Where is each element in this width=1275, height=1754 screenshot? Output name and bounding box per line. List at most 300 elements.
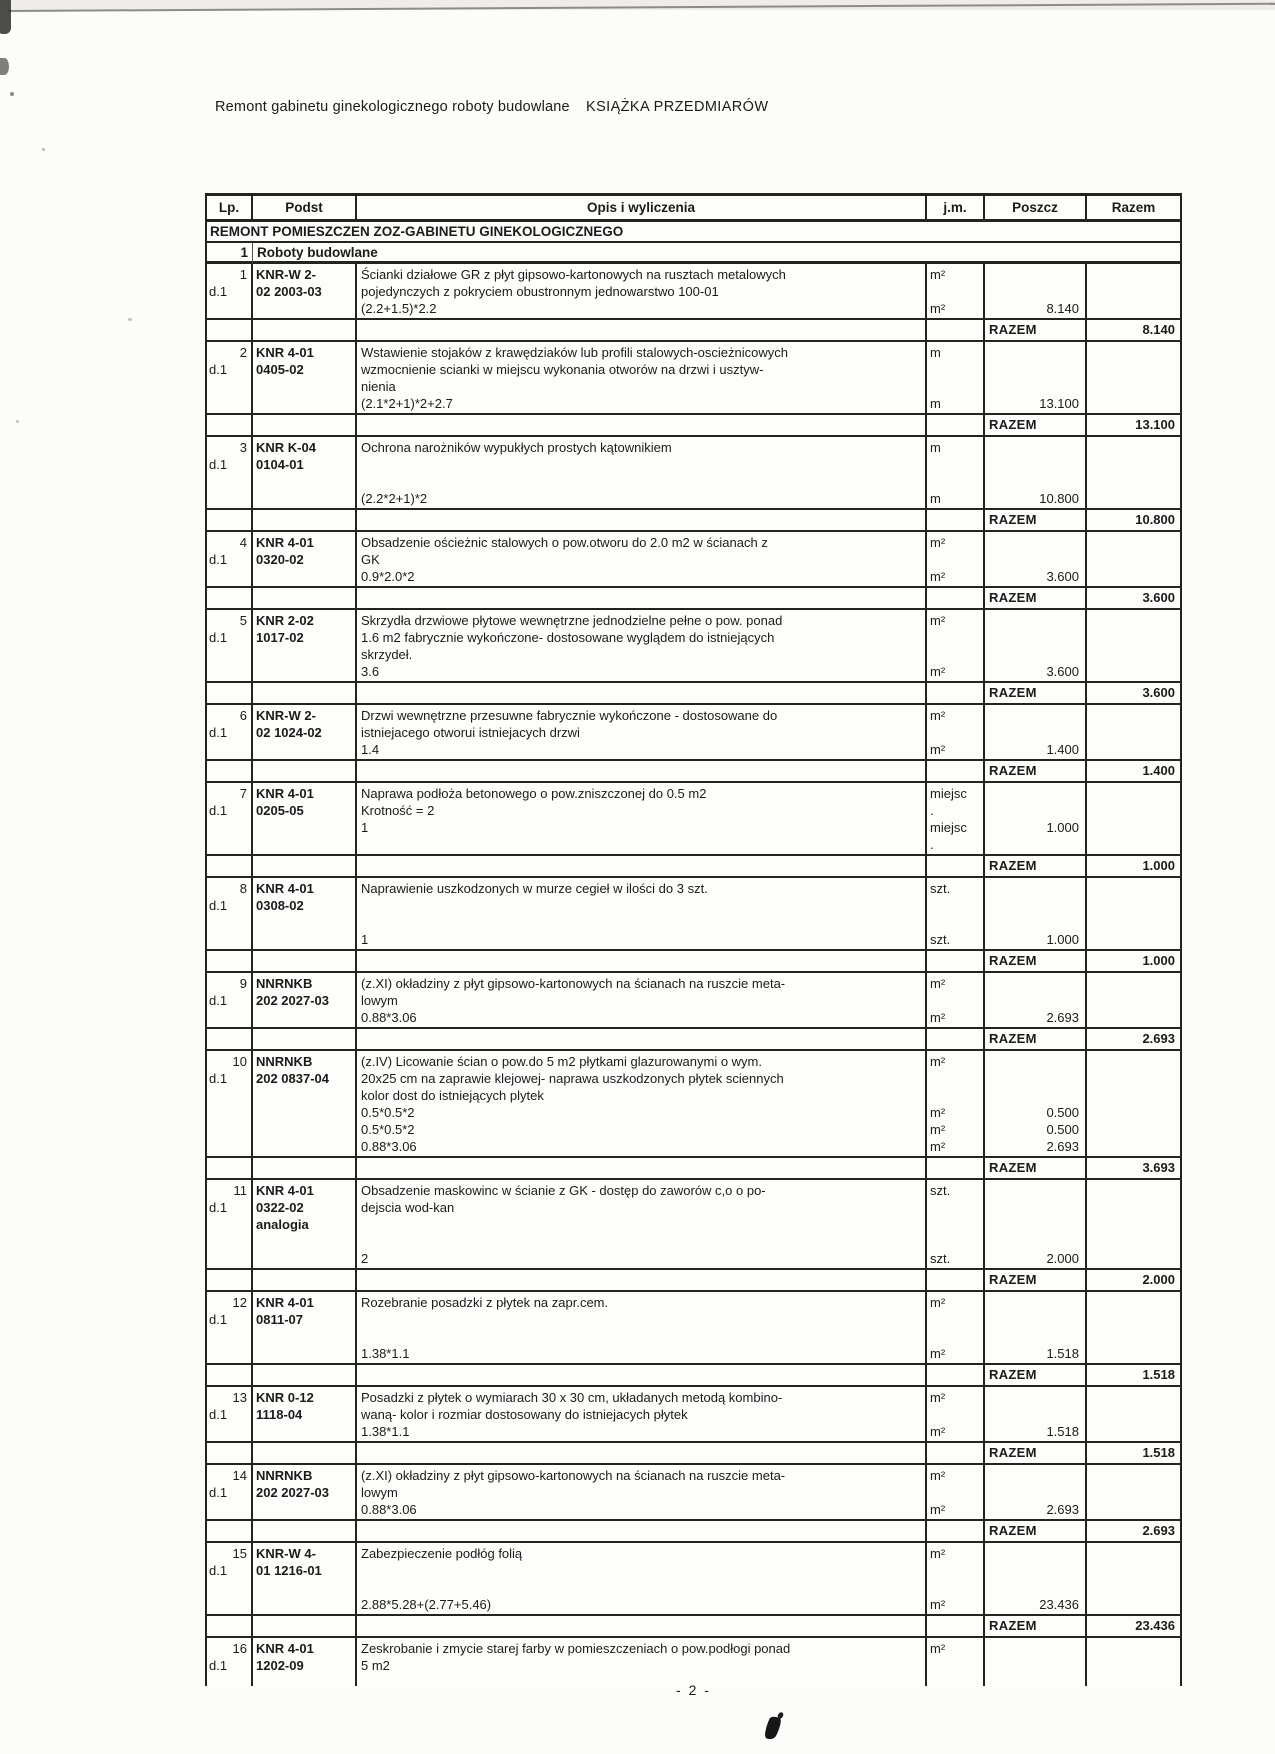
partial-value-line	[985, 1579, 1085, 1596]
partial-value-line: 2.693	[1046, 1139, 1079, 1154]
partial-value-line	[985, 439, 1085, 456]
table-row	[207, 437, 1180, 510]
unit-line: m²	[930, 1346, 946, 1361]
razem-cell-empty	[927, 415, 985, 435]
razem-cell-empty	[207, 1616, 253, 1636]
basis-code-line: KNR 0-12	[256, 1390, 314, 1405]
cell-jm	[927, 878, 985, 949]
basis-code-line: 0205-05	[256, 803, 304, 818]
cell-razem	[1087, 783, 1180, 854]
cell-podst	[253, 878, 357, 949]
cell-opis	[357, 783, 927, 854]
scan-speck	[10, 92, 14, 96]
cell-opis	[357, 437, 927, 508]
column-header-poszcz: Poszcz	[985, 196, 1087, 219]
cell-opis	[357, 1387, 927, 1441]
cell-opis	[357, 705, 927, 759]
razem-total: 2.693	[1142, 1031, 1175, 1046]
cell-poszcz	[985, 532, 1087, 586]
cell-jm	[927, 1387, 985, 1441]
table-row	[207, 1180, 1180, 1270]
cell-podst	[253, 973, 357, 1027]
cell-razem	[1087, 264, 1180, 318]
unit-line: m²	[930, 976, 946, 991]
razem-cell-empty	[207, 415, 253, 435]
razem-cell-empty	[357, 1158, 927, 1178]
unit-line	[927, 473, 983, 490]
scan-corner-mark	[0, 0, 11, 34]
cell-razem	[1087, 532, 1180, 586]
description-line	[357, 897, 925, 914]
description-line: 2	[361, 1251, 369, 1266]
document-header	[0, 99, 1275, 119]
item-dref: d.1	[209, 1312, 228, 1327]
cell-podst	[253, 1543, 357, 1614]
razem-row	[207, 1158, 1180, 1180]
description-line: Ochrona narożników wypukłych prostych kątownikiem	[361, 440, 672, 455]
razem-cell-empty	[357, 1365, 927, 1385]
description-line: 0.5*0.5*2	[361, 1122, 415, 1137]
razem-total: 1.518	[1142, 1445, 1175, 1460]
unit-line: m²	[930, 535, 946, 550]
cell-opis	[357, 264, 927, 318]
unit-line	[927, 283, 983, 300]
basis-code-line: 0322-02	[256, 1200, 304, 1215]
cell-poszcz	[985, 1180, 1087, 1268]
cell-lp	[207, 1638, 253, 1686]
description-line: Drzwi wewnętrzne przesuwne fabrycznie wykończone - dostosowane do	[361, 708, 778, 723]
unit-line	[927, 551, 983, 568]
table-row	[207, 1465, 1180, 1521]
unit-line	[927, 1484, 983, 1501]
cell-podst	[253, 783, 357, 854]
partial-value-line	[985, 646, 1085, 663]
cell-opis	[357, 1543, 927, 1614]
cell-razem	[1087, 1387, 1180, 1441]
cell-opis	[357, 1180, 927, 1268]
description-line: 0.9*2.0*2	[361, 569, 415, 584]
cell-jm	[927, 1638, 985, 1686]
cell-podst	[253, 1292, 357, 1363]
basis-code-line: KNR-W 2-	[256, 708, 316, 723]
razem-cell-empty	[357, 1029, 927, 1049]
razem-label: RAZEM	[985, 1270, 1087, 1290]
basis-code-line: KNR-W 2-	[256, 267, 316, 282]
cell-lp	[207, 1465, 253, 1519]
cell-lp	[207, 705, 253, 759]
partial-value-line: 1.400	[1046, 742, 1079, 757]
cell-podst	[253, 610, 357, 681]
razem-cell-empty	[253, 1521, 357, 1541]
table-header-row	[207, 196, 1180, 222]
razem-label: RAZEM	[985, 1443, 1087, 1463]
basis-code-line: NNRNKB	[256, 976, 313, 991]
unit-line: szt.	[930, 881, 951, 896]
partial-value-line	[985, 1216, 1085, 1233]
description-line	[357, 914, 925, 931]
item-dref: d.1	[209, 284, 228, 299]
description-line: (z.IV) Licowanie ścian o pow.do 5 m2 płytkami glazurowanymi o wym.	[361, 1054, 762, 1069]
basis-code-line: 02 2003-03	[256, 284, 322, 299]
razem-cell-empty	[253, 761, 357, 781]
item-number: 8	[239, 881, 247, 896]
partial-value-line	[985, 1562, 1085, 1579]
razem-cell-empty	[253, 1365, 357, 1385]
item-dref: d.1	[209, 1563, 228, 1578]
basis-code-line: 1017-02	[256, 630, 304, 645]
description-line: Wstawienie stojaków z krawędziaków lub profili stalowych-oscieżnicowych	[361, 345, 788, 360]
partial-value-line: 10.800	[1039, 491, 1079, 506]
partial-value-line	[985, 629, 1085, 646]
description-line: Obsadzenie maskowinc w ścianie z GK - dostęp do zaworów c,o o po-	[361, 1183, 766, 1198]
table-row	[207, 1051, 1180, 1158]
basis-code-line: KNR 4-01	[256, 1641, 314, 1656]
partial-value-line: 1.000	[1046, 932, 1079, 947]
partial-value-line	[985, 473, 1085, 490]
item-number: 16	[232, 1641, 247, 1656]
razem-row	[207, 510, 1180, 532]
razem-label: RAZEM	[985, 588, 1087, 608]
partial-value-line: 0.500	[1046, 1105, 1079, 1120]
razem-total: 13.100	[1135, 417, 1175, 432]
description-line: (2.1*2+1)*2+2.7	[361, 396, 453, 411]
group-title: Roboty budowlane	[257, 245, 378, 260]
cell-opis	[357, 532, 927, 586]
cell-lp	[207, 264, 253, 318]
cell-podst	[253, 342, 357, 413]
razem-cell-empty	[927, 588, 985, 608]
razem-total: 2.693	[1142, 1523, 1175, 1538]
razem-cell-empty	[927, 1365, 985, 1385]
partial-value-line	[985, 992, 1085, 1009]
scan-edge-blob	[0, 58, 9, 75]
razem-label: RAZEM	[985, 761, 1087, 781]
razem-cell-empty	[927, 761, 985, 781]
table-row	[207, 783, 1180, 856]
basis-code-line: 1118-04	[256, 1407, 303, 1422]
razem-cell-empty	[927, 1443, 985, 1463]
item-number: 10	[232, 1054, 247, 1069]
item-dref: d.1	[209, 1658, 228, 1673]
razem-cell-empty	[927, 1029, 985, 1049]
item-dref: d.1	[209, 993, 228, 1008]
partial-value-line: 8.140	[1046, 301, 1079, 316]
description-line: lowym	[361, 993, 398, 1008]
description-line: 3.6	[361, 664, 380, 679]
table-row	[207, 532, 1180, 588]
partial-value-line: 23.436	[1039, 1597, 1079, 1612]
item-number: 6	[239, 708, 247, 723]
unit-line: szt.	[930, 932, 951, 947]
cell-razem	[1087, 437, 1180, 508]
column-header-jm: j.m.	[927, 196, 985, 219]
partial-value-line	[985, 1087, 1085, 1104]
razem-cell-empty	[253, 510, 357, 530]
cell-opis	[357, 1465, 927, 1519]
description-line: Krotność = 2	[361, 803, 435, 818]
cell-jm	[927, 1465, 985, 1519]
cell-lp	[207, 1051, 253, 1156]
unit-line	[927, 1406, 983, 1423]
description-line: waną- kolor i rozmiar dostosowany do istniejacych płytek	[361, 1407, 688, 1422]
razem-cell-empty	[927, 510, 985, 530]
razem-cell-empty	[253, 1158, 357, 1178]
cell-poszcz	[985, 1387, 1087, 1441]
basis-code-line: KNR-W 4-	[256, 1546, 316, 1561]
cell-opis	[357, 1051, 927, 1156]
document-subtitle: KSIĄŻKA PRZEDMIARÓW	[586, 99, 769, 115]
razem-cell-empty	[357, 951, 927, 971]
basis-code-line: 1202-09	[256, 1658, 304, 1673]
unit-line	[927, 1579, 983, 1596]
unit-line	[927, 914, 983, 931]
description-line: dejscia wod-kan	[361, 1200, 455, 1215]
column-header-opis: Opis i wyliczenia	[357, 196, 927, 219]
cell-jm	[927, 783, 985, 854]
column-header-lp: Lp.	[207, 196, 253, 219]
cell-jm	[927, 973, 985, 1027]
description-line: Obsadzenie ościeżnic stalowych o pow.otworu do 2.0 m2 w ścianach z	[361, 535, 768, 550]
partial-value-line	[985, 785, 1085, 802]
description-line: 0.88*3.06	[361, 1010, 417, 1025]
cell-poszcz	[985, 1465, 1087, 1519]
scan-speck	[128, 318, 132, 321]
razem-label: RAZEM	[985, 1158, 1087, 1178]
razem-total: 1.000	[1142, 953, 1175, 968]
razem-cell-empty	[357, 856, 927, 876]
unit-line	[927, 1562, 983, 1579]
razem-row	[207, 1365, 1180, 1387]
cell-jm	[927, 342, 985, 413]
razem-total: 1.518	[1142, 1367, 1175, 1382]
cell-lp	[207, 1543, 253, 1614]
razem-cell-empty	[357, 1521, 927, 1541]
razem-cell-empty	[207, 1521, 253, 1541]
cell-razem	[1087, 1292, 1180, 1363]
unit-line: m	[930, 396, 941, 411]
partial-value-line	[985, 1070, 1085, 1087]
razem-total: 2.000	[1142, 1272, 1175, 1287]
table-body	[207, 264, 1180, 1686]
cell-razem	[1087, 705, 1180, 759]
basis-code-line: 0308-02	[256, 898, 304, 913]
unit-line: m²	[930, 1502, 946, 1517]
unit-line: m²	[930, 1105, 946, 1120]
cell-podst	[253, 1387, 357, 1441]
unit-line: m²	[930, 708, 946, 723]
cell-razem	[1087, 973, 1180, 1027]
partial-value-line	[985, 1484, 1085, 1501]
cell-podst	[253, 1180, 357, 1268]
razem-label: RAZEM	[985, 1365, 1087, 1385]
razem-label: RAZEM	[985, 683, 1087, 703]
razem-row	[207, 1029, 1180, 1051]
description-line: nienia	[361, 379, 396, 394]
razem-row	[207, 683, 1180, 705]
cell-podst	[253, 1465, 357, 1519]
partial-value-line	[985, 914, 1085, 931]
razem-cell-empty	[253, 683, 357, 703]
unit-line	[927, 724, 983, 741]
razem-cell-empty	[253, 951, 357, 971]
description-line: Zeskrobanie i zmycie starej farby w pomieszczeniach o pow.podłogi ponad	[361, 1641, 791, 1656]
partial-value-line	[985, 266, 1085, 283]
cell-poszcz	[985, 878, 1087, 949]
razem-cell-empty	[927, 951, 985, 971]
cell-opis	[357, 973, 927, 1027]
cell-razem	[1087, 610, 1180, 681]
item-number: 14	[232, 1468, 247, 1483]
unit-line: m²	[930, 1468, 946, 1483]
basis-code-line: KNR 4-01	[256, 786, 314, 801]
razem-total: 23.436	[1135, 1618, 1175, 1633]
razem-label: RAZEM	[985, 510, 1087, 530]
description-line: (z.XI) okładziny z płyt gipsowo-kartonowych na ścianach na ruszcie meta-	[361, 976, 786, 991]
cell-poszcz	[985, 1638, 1087, 1686]
razem-total: 3.693	[1142, 1160, 1175, 1175]
description-line: Ścianki działowe GR z płyt gipsowo-kartonowych na rusztach metalowych	[361, 267, 786, 282]
page-number: - 2 -	[676, 1682, 711, 1698]
description-line: Naprawienie uszkodzonych w murze cegieł w ilości do 3 szt.	[361, 881, 708, 896]
cell-razem	[1087, 1051, 1180, 1156]
partial-value-line: 1.518	[1046, 1346, 1079, 1361]
table-row	[207, 705, 1180, 761]
item-dref: d.1	[209, 803, 228, 818]
razem-cell-empty	[207, 856, 253, 876]
razem-cell-empty	[207, 1365, 253, 1385]
unit-line: m²	[930, 1139, 946, 1154]
unit-line: m²	[930, 742, 946, 757]
unit-line: szt.	[930, 1183, 951, 1198]
partial-value-line	[985, 1199, 1085, 1216]
item-dref: d.1	[209, 725, 228, 740]
table-row	[207, 1638, 1180, 1686]
razem-cell-empty	[253, 320, 357, 340]
razem-row	[207, 856, 1180, 878]
partial-value-line	[985, 344, 1085, 361]
partial-value-line	[985, 1640, 1085, 1657]
item-dref: d.1	[209, 552, 228, 567]
partial-value-line	[985, 1311, 1085, 1328]
cell-lp	[207, 1292, 253, 1363]
description-line: 0.88*3.06	[361, 1139, 417, 1154]
partial-value-line	[985, 1467, 1085, 1484]
razem-cell-empty	[253, 1270, 357, 1290]
description-line: 1	[361, 932, 369, 947]
basis-code-line: KNR 2-02	[256, 613, 314, 628]
document-title: Remont gabinetu ginekologicznego roboty budowlane	[215, 99, 570, 115]
razem-cell-empty	[357, 1616, 927, 1636]
cell-poszcz	[985, 1292, 1087, 1363]
partial-value-line	[985, 1294, 1085, 1311]
partial-value-line: 1.000	[1046, 820, 1079, 835]
cell-poszcz	[985, 437, 1087, 508]
unit-line	[927, 361, 983, 378]
cell-razem	[1087, 1465, 1180, 1519]
item-number: 2	[239, 345, 247, 360]
razem-cell-empty	[253, 1616, 357, 1636]
razem-cell-empty	[927, 320, 985, 340]
cell-lp	[207, 610, 253, 681]
basis-code-line: 202 2027-03	[256, 1485, 330, 1500]
ink-mark-dot	[777, 1711, 785, 1720]
cell-podst	[253, 705, 357, 759]
razem-cell-empty	[207, 1029, 253, 1049]
razem-total: 1.000	[1142, 858, 1175, 873]
cell-lp	[207, 1180, 253, 1268]
description-line: pojedynczych z pokryciem obustronnym jednowarstwo 100-01	[361, 284, 719, 299]
cell-opis	[357, 1292, 927, 1363]
partial-value-line: 2.693	[1046, 1010, 1079, 1025]
partial-value-line	[985, 1657, 1085, 1674]
cell-poszcz	[985, 1051, 1087, 1156]
razem-cell-empty	[927, 683, 985, 703]
section-title: REMONT POMIESZCZEN ZOZ-GABINETU GINEKOLOGICZNEGO	[207, 222, 1180, 243]
cell-razem	[1087, 1543, 1180, 1614]
description-line	[357, 1233, 925, 1250]
unit-line: m²	[930, 1597, 946, 1612]
item-number: 1	[239, 267, 247, 282]
description-line: Naprawa podłoża betonowego o pow.zniszczonej do 0.5 m2	[361, 786, 707, 801]
basis-code-line: KNR 4-01	[256, 535, 314, 550]
basis-code-line: NNRNKB	[256, 1054, 313, 1069]
estimate-table	[205, 193, 1182, 1686]
partial-value-line	[985, 283, 1085, 300]
description-line: Posadzki z płytek o wymiarach 30 x 30 cm, układanych metodą kombino-	[361, 1390, 783, 1405]
description-line: 0.88*3.06	[361, 1502, 417, 1517]
cell-opis	[357, 878, 927, 949]
basis-code-line: analogia	[256, 1217, 309, 1232]
table-row	[207, 264, 1180, 320]
partial-value-line: 3.600	[1046, 664, 1079, 679]
basis-code-line: KNR 4-01	[256, 881, 314, 896]
razem-cell-empty	[207, 320, 253, 340]
description-line: 0.5*0.5*2	[361, 1105, 415, 1120]
razem-cell-empty	[357, 588, 927, 608]
cell-podst	[253, 437, 357, 508]
cell-poszcz	[985, 783, 1087, 854]
razem-cell-empty	[357, 320, 927, 340]
razem-cell-empty	[207, 1158, 253, 1178]
razem-cell-empty	[253, 1443, 357, 1463]
cell-lp	[207, 973, 253, 1027]
razem-label: RAZEM	[985, 320, 1087, 340]
razem-row	[207, 1270, 1180, 1292]
unit-line	[927, 646, 983, 663]
unit-line	[927, 897, 983, 914]
partial-value-line	[985, 361, 1085, 378]
unit-line	[927, 1311, 983, 1328]
item-dref: d.1	[209, 1200, 228, 1215]
description-line: 1.38*1.1	[361, 1424, 410, 1439]
cell-jm	[927, 1292, 985, 1363]
partial-value-line	[985, 456, 1085, 473]
basis-code-line: 0320-02	[256, 552, 304, 567]
unit-line: m²	[930, 1295, 946, 1310]
item-dref: d.1	[209, 1071, 228, 1086]
basis-code-line: 02 1024-02	[256, 725, 322, 740]
cell-podst	[253, 532, 357, 586]
cell-opis	[357, 610, 927, 681]
unit-line	[927, 1070, 983, 1087]
partial-value-line: 2.000	[1046, 1251, 1079, 1266]
unit-line	[927, 992, 983, 1009]
description-line	[357, 1216, 925, 1233]
partial-value-line	[985, 1545, 1085, 1562]
partial-value-line	[985, 1389, 1085, 1406]
razem-cell-empty	[927, 1158, 985, 1178]
unit-line: m²	[930, 1424, 946, 1439]
